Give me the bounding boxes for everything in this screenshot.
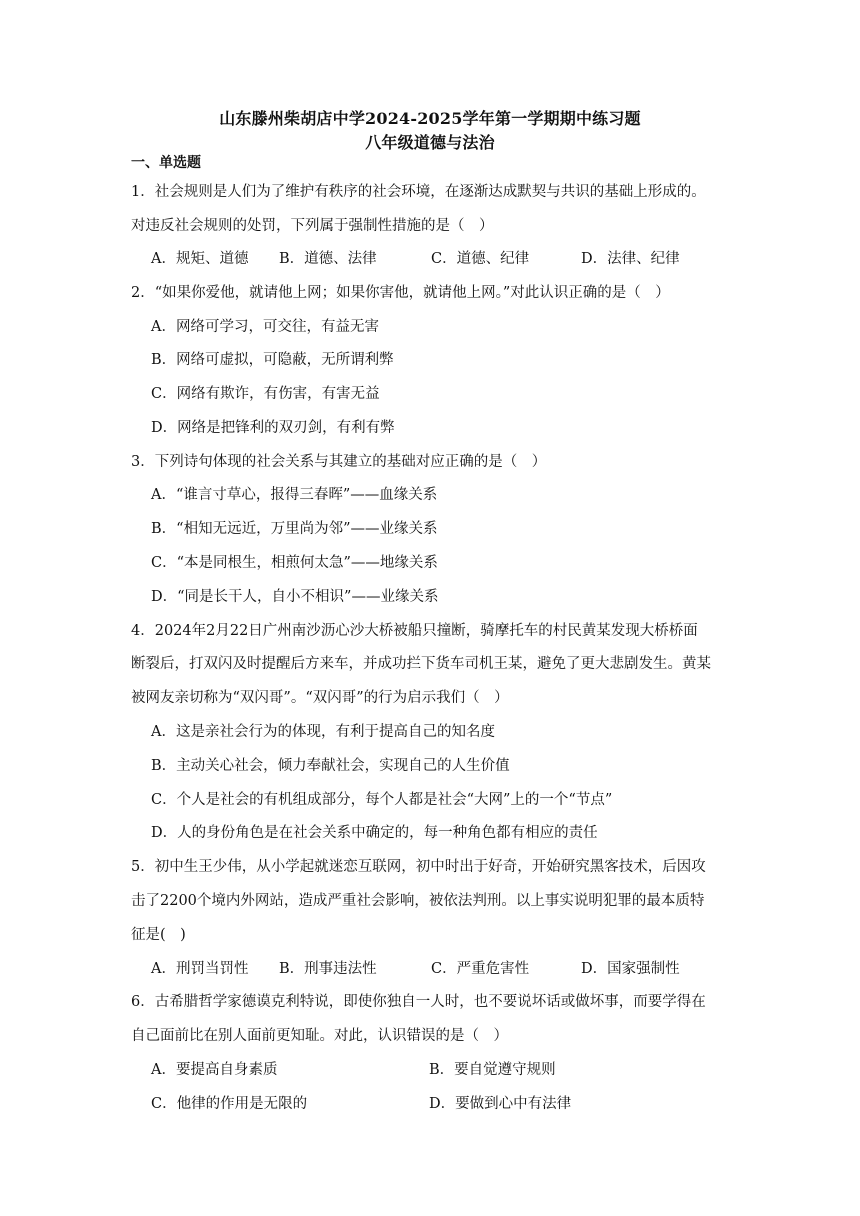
question-4-stem-line-1: 4．2024年2月22日广州南沙沥心沙大桥被船只撞断，骑摩托车的村民黄某发现大桥桥面	[131, 623, 698, 639]
question-2-option-c: C．网络有欺诈，有伤害，有害无益	[151, 386, 380, 402]
question-5-stem-line-2: 击了2200个境内外网站，造成严重社会影响，被依法判刑。以上事实说明犯罪的最本质特	[131, 893, 705, 909]
question-1-option-d: D．法律、纪律	[581, 251, 680, 267]
question-1-option-a: A．规矩、道德	[151, 251, 249, 267]
question-6-option-a: A．要提高自身素质	[151, 1062, 278, 1078]
question-1-option-b: B．道德、法律	[279, 251, 377, 267]
question-4-option-a: A．这是亲社会行为的体现，有利于提高自己的知名度	[151, 724, 495, 740]
question-2-option-b: B．网络可虚拟，可隐蔽，无所谓利弊	[151, 352, 394, 368]
question-5-stem-line-1: 5．初中生王少伟，从小学起就迷恋互联网，初中时出于好奇，开始研究黑客技术，后因攻	[131, 859, 706, 875]
question-4-option-c: C．个人是社会的有机组成部分，每个人都是社会“大网”上的一个“节点”	[151, 792, 613, 808]
question-5-stem-line-3: 征是( )	[131, 927, 186, 943]
exam-subtitle: 八年级道德与法治	[365, 133, 495, 152]
question-6-stem-line-2: 自己面前比在别人面前更知耻。对此，认识错误的是（ ）	[131, 1028, 508, 1044]
question-5-option-c: C．严重危害性	[431, 961, 530, 977]
question-5-option-a: A．刑罚当罚性	[151, 961, 249, 977]
question-6-option-c: C．他律的作用是无限的	[151, 1096, 308, 1112]
question-4-option-b: B．主动关心社会，倾力奉献社会，实现自己的人生价值	[151, 758, 510, 774]
question-5-option-d: D．国家强制性	[581, 961, 680, 977]
question-3-option-b: B．“相知无远近，万里尚为邻”——业缘关系	[151, 521, 438, 537]
question-4-stem-line-3: 被网友亲切称为“双闪哥”。“双闪哥”的行为启示我们（ ）	[131, 690, 509, 706]
question-3-option-a: A．“谁言寸草心，报得三春晖”——血缘关系	[151, 487, 438, 503]
question-5-option-b: B．刑事违法性	[279, 961, 377, 977]
question-6-option-b: B．要自觉遵守规则	[429, 1062, 556, 1078]
question-3-stem-line-1: 3．下列诗句体现的社会关系与其建立的基础对应正确的是（ ）	[131, 454, 547, 470]
question-3-option-c: C．“本是同根生，相煎何太急”——地缘关系	[151, 555, 438, 571]
question-1-stem-line-1: 1．社会规则是人们为了维护有秩序的社会环境，在逐渐达成默契与共识的基础上形成的。	[131, 184, 706, 200]
question-1-option-c: C．道德、纪律	[431, 251, 530, 267]
question-4-stem-line-2: 断裂后，打双闪及时提醒后方来车，并成功拦下货车司机王某，避免了更大悲剧发生。黄某	[131, 656, 711, 672]
section-heading: 一、单选题	[131, 155, 201, 171]
question-2-stem-line-1: 2．“如果你爱他，就请他上网；如果你害他，就请他上网。”对此认识正确的是（ ）	[131, 285, 670, 301]
question-6-option-d: D．要做到心中有法律	[429, 1096, 572, 1112]
question-2-option-d: D．网络是把锋利的双刃剑，有利有弊	[151, 420, 395, 436]
question-6-stem-line-1: 6．古希腊哲学家德谟克利特说，即使你独自一人时，也不要说坏话或做坏事，而要学得在	[131, 994, 706, 1010]
question-3-option-d: D．“同是长干人，自小不相识”——业缘关系	[151, 589, 439, 605]
question-1-stem-line-2: 对违反社会规则的处罚，下列属于强制性措施的是（ ）	[131, 218, 494, 234]
exam-title: 山东滕州柴胡店中学2024-2025学年第一学期期中练习题	[219, 109, 641, 128]
question-2-option-a: A．网络可学习，可交往，有益无害	[151, 319, 379, 335]
question-4-option-d: D．人的身份角色是在社会关系中确定的，每一种角色都有相应的责任	[151, 825, 598, 841]
